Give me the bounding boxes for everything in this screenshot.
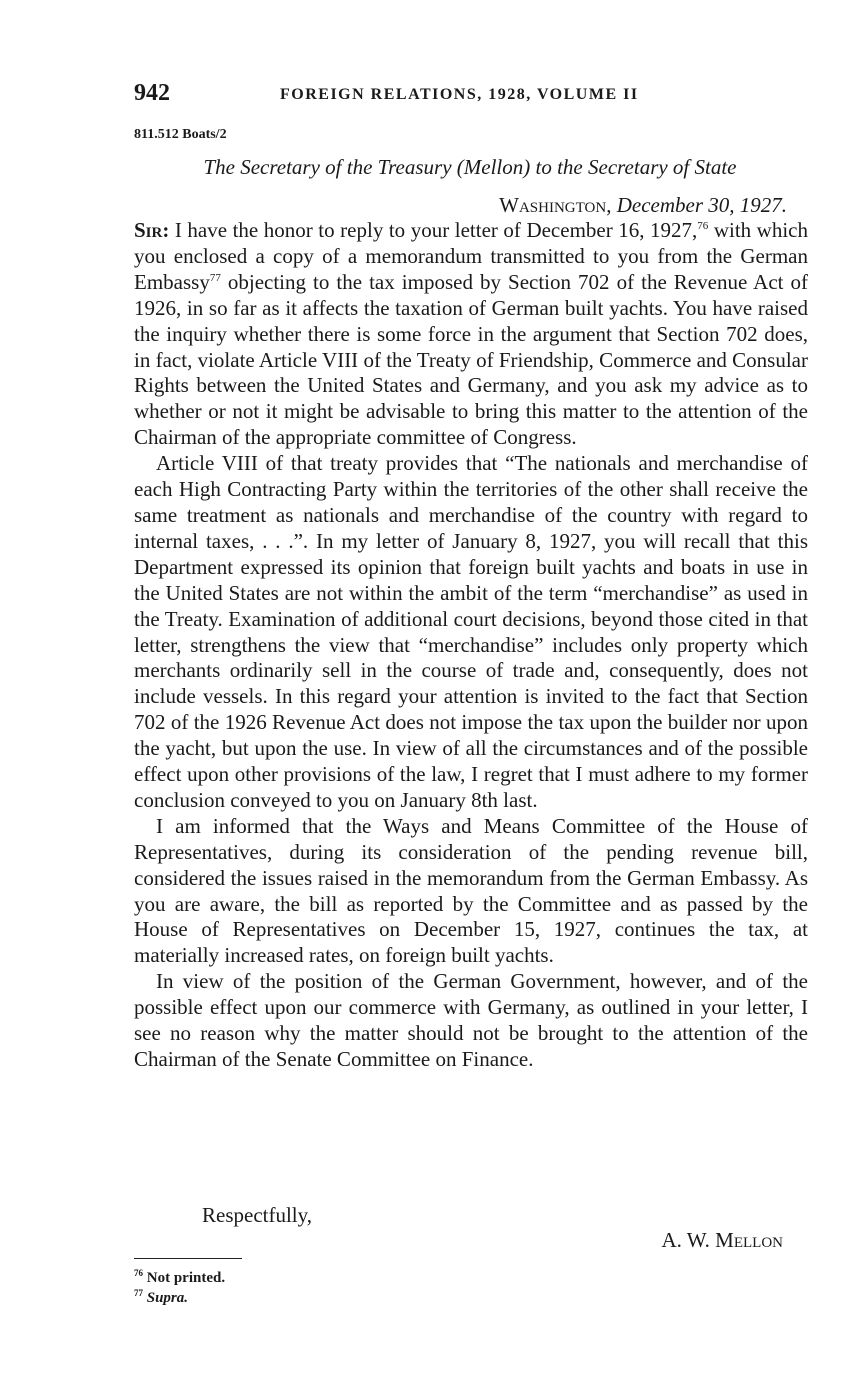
dateline-place: Washington, <box>499 193 612 217</box>
signature: A. W. Mellon <box>661 1228 783 1252</box>
paragraph-4: In view of the position of the German Government, however, and of the possible effect upon our commerce with Germany, as outlined in your letter, I see no reason why the matter should not be brought to the attention of the Chairman of the Senate Committee on Finance. <box>134 969 808 1071</box>
footnote-text: Not printed. <box>146 1270 226 1286</box>
paragraph-1-text-c: objecting to the tax imposed by Section 702 of the Revenue Act of 1926, in so far as it affects the taxation of German built yachts. You have raised the inquiry whether there is some force in the argument that Section 702 does, in fact, violate Article VIII of the Treaty of Friendship, Commerce and Consular Rights between the United States and Germany, and you ask my advice as to whether or not it might be advisable to bring this matter to the attention of the Chairman of the appropriate committee of Congress. <box>134 269 808 450</box>
running-head: FOREIGN RELATIONS, 1928, VOLUME II <box>280 86 639 103</box>
paragraph-3: I am informed that the Ways and Means Committee of the House of Representatives, during its consideration of the pending revenue bill, considered the issues raised in the memorandum from the German Embassy. As you are aware, the bill as reported by the Committee and as passed by the House of Representatives on December 15, 1927, continues the tax, at materially increased rates, on foreign built yachts. <box>134 813 808 968</box>
footnote-text: Supra. <box>146 1290 189 1306</box>
letter-body <box>134 218 808 1073</box>
paragraph-1-text-b: with which you enclosed a copy of a memorandum transmitted to you from the German Embassy <box>134 218 809 294</box>
page-number: 942 <box>134 80 170 106</box>
dateline <box>499 193 787 218</box>
footnote-76 <box>134 1268 225 1288</box>
paragraph-1 <box>134 218 808 451</box>
footnote-mark: 77 <box>134 1288 143 1298</box>
paragraph-2: Article VIII of that treaty provides that “The nationals and merchandise of each High Contracting Party within the territories of the other shall receive the same treatment as nationals and merchandise of the country with regard to internal taxes, . . .”. In my letter of January 8, 1927, you will recall that this Department expressed its opinion that foreign built yachts and boats in use in the United States are not within the ambit of the term “merchandise” as used in the Treaty. Examination of additional court decisions, beyond those cited in that letter, strengthens the view that “merchandise” includes only property which merchants ordinarily sell in the course of trade and, consequently, does not include vessels. In this regard your attention is invited to the fact that Section 702 of the 1926 Revenue Act does not impose the tax upon the builder nor upon the yacht, but upon the use. In view of all the circumstances and of the possible effect upon other provisions of the law, I regret that I must adhere to my former conclusion conveyed to you on January 8th last. <box>134 451 808 812</box>
file-number: 811.512 Boats/2 <box>134 127 227 142</box>
salutation: Sir: <box>134 218 170 242</box>
dateline-date: December 30, 1927. <box>616 193 787 217</box>
document-title: The Secretary of the Treasury (Mellon) to the Secretary of State <box>203 155 737 179</box>
footnote-77 <box>134 1288 225 1308</box>
footnote-ref-77: 77 <box>209 271 221 284</box>
closing: Respectfully, <box>202 1203 313 1227</box>
footnote-ref-76: 76 <box>697 220 709 232</box>
paragraph-1-text-a: I have the honor to reply to your letter of December 16, 1927, <box>174 218 698 242</box>
footnotes <box>134 1268 225 1308</box>
footnote-mark: 76 <box>134 1268 143 1278</box>
footnote-rule <box>134 1258 242 1259</box>
